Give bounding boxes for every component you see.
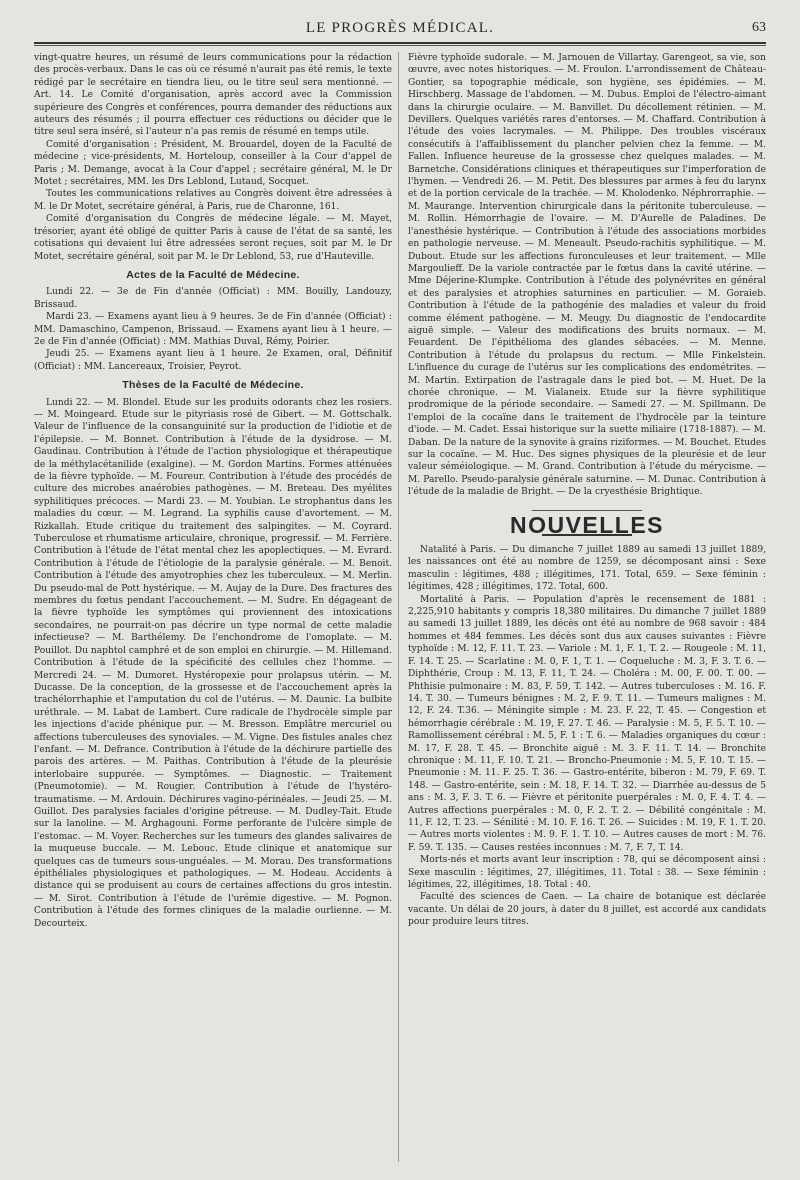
- actes-lundi: Lundi 22. — 3e de Fin d'année (Officiat) : MM. Bouilly, Landouzy, Brissaud.: [34, 287, 392, 310]
- running-head: [0, 20, 800, 40]
- header-rule: [34, 42, 766, 44]
- morts-nes-paragraph: Morts-nés et morts avant leur inscription : 78, qui se décomposent ainsi : Sexe masculin : légitimes, 27, illégitimes, 11. Total : 38. — Sexe féminin : légitimes, 22, illégitimes, 18. Total : 40.: [408, 855, 766, 890]
- theses-list: Lundi 22. — M. Blondel. Etude sur les produits odorants chez les rosiers. — M. Moingeard. Etude sur le pityriasis rosé de Gibert. — M. Gottschalk. Valeur de l'influence de la consanguinité sur la production de l'idiotie et de l'épilepsie. — M. Bonnet. Contribution à l'étude de la dysidrose. — M. Gaudinau. Contribution à l'étude de l'action physiologique et thérapeutique de la méthylacétanilide (exalgine). — M. Gordon Martins. Formes atténuées de la fièvre typhoïde. — M. Foureur. Contribution à l'étude des procédés de culture des microbes anaérobies pathogènes. — M. Breteau. Des myélites syphilitiques précoces. — Mardi 23. — M. Youbian. Le strophantus dans les maladies du cœur. — M. Legrand. La syphilis cause d'avortement. — M. Rizkallah. Etude critique du traitement des salpingites. — M. Coyrard. Tuberculose et rhumatisme articulaire, chronique, progressif. — M. Ferrière. Contribution à l'étude de l'état mental chez les apoplectiques. — M. Evrard. Contribution à l'étude de l'étiologie de la paralysie générale. — M. Benoit. Contribution à l'étude des amyotrophies chez les tuberculeux. — M. Merlin. Du pseudo-mal de Pott hystérique. — M. Aujay de la Dure. Des fractures des membres du fœtus pendant l'accouchement. — M. Sudre. En dégageant de la fièvre typhoïde les symptômes qui proviennent des intoxications secondaires, ne pourrait-on pas décrire un type normal de cette maladie infectieuse? — M. Barthélemy. De l'enchondrome de l'omoplate. — M. Pouillot. Du naphtol camphré et de son emploi en chirurgie. — M. Hillemand. Contribution à l'étude de la spécificité des cellules chez l'homme. — Mercredi 24. — M. Dumoret. Hystéropexie pour prolapsus utérin. — M. Ducasse. De la conception, de la grossesse et de l'accouchement après la trachélorrhaphie et l'amputation du col de l'utérus. — M. Daunic. La bulbite uréthrale. — M. Labat de Lambert. Cure radicale de l'hydrocèle simple par les injections d'acide phénique pur. — M. Bresson. Emplâtre mercuriel ou affections tuberculeuses des synoviales. — M. Vigne. Des fistules anales chez l'enfant. — M. Defrance. Contribution à l'étude de la déchirure partielle des parois des artères. — M. Paithas. Contribution à l'étude de la pleurésie interlobaire suppurée. — Symptômes. — Diagnostic. — Traitement (Pneumotomie). — M. Rougier. Contribution à l'étude de l'hystéro-traumatisme. — M. Ardouin. Déchirures vagino-périnéales. — Jeudi 25. — M. Guillot. Des paralysies faciales d'origine pétreuse. — M. Dudley-Tait. Etude sur la lanoline. — M. Arghagouni. Forme perforante de l'ulcère simple de l'estomac. — M. Voyer. Recherches sur les tumeurs des glandes salivaires de la muqueuse buccale. — M. Lebouc. Etude clinique et anatomique sur quelques cas de tumeurs sous-unguéales. — M. Morau. Des transformations épithéliales physiologiques et pathologiques. — M. Hodeau. Accidents à distance qui se produisent au cours de certaines affections du gros intestin. — M. Sirot. Contribution à l'étude de l'urémie digestive. — M. Pognon. Contribution à l'étude des formes cliniques de la maladie ourlienne. — M. Decourteix.: [34, 397, 392, 929]
- actes-mardi: Mardi 23. — Examens ayant lieu à 9 heures. 3e de Fin d'année (Officiat) : MM. Damaschino, Campenon, Brissaud. — Examens ayant lieu à 1 heure. — 2e de Fin d'année (Officiat) : MM. Mathias Duval, Rémy, Poirier.: [34, 312, 392, 347]
- header-rule-thin: [34, 45, 766, 46]
- natalite-paragraph: Natalité à Paris. — Du dimanche 7 juillet 1889 au samedi 13 juillet 1889, les naissances ont été au nombre de 1259, se décomposant ainsi : Sexe masculin : légitimes, 488 ; illégitimes, 171. Total, 659. — Sexe féminin : légitimes, 428 ; illégitimes, 172. Total, 600.: [408, 545, 766, 593]
- mortalite-paragraph: Mortalité à Paris. — Population d'après le recensement de 1881 : 2,225,910 habitants y compris 18,380 militaires. Du dimanche 7 juillet 1889 au samedi 13 juillet 1889, les décès ont été au nombre de 968 savoir : 484 hommes et 484 femmes. Les décès sont dus aux causes suivantes : Fièvre typhoïde : M. 12, F. 11. T. 23. — Variole : M. 1, F. 1, T. 2. — Rougeole : M. 11, F. 14. T. 25. — Scarlatine : M. 0, F. 1, T. 1. — Coqueluche : M. 3, F. 3. T. 6. — Diphthérie, Croup : M. 13, F. 11, T. 24. — Choléra : M. 00, F. 00. T. 00. — Phthisie pulmonaire : M. 83, F. 59, T. 142. — Autres tuberculoses : M. 16. F. 14. T. 30. — Tumeurs bénignes : M. 2, F. 9. T. 11. — Tumeurs malignes : M. 12, F. 24. T.36. — Méningite simple : M. 23. F. 22, T. 45. — Congestion et hémorrhagie cérébrale : M. 19, F. 27. T. 46. — Paralysie : M. 5, F. 5. T. 10. — Ramollissement cérébral : M. 5, F. 1 : T. 6. — Maladies organiques du cœur : M. 17, F. 28. T. 45. — Bronchite aiguë : M. 3. F. 11. T. 14. — Bronchite chronique : M. 11, F. 10. T. 21. — Broncho-Pneumonie : M. 5, F. 10. T. 15. — Pneumonie : M. 11. F. 25. T. 36. — Gastro-entérite, biberon : M. 79, F. 69. T. 148. — Gastro-entérite, sein : M. 18, F. 14. T. 32. — Diarrhée au-dessus de 5 ans : M. 3, F. 3. T. 6. — Fièvre et péritonite puerpérales : M. 0, F. 4. T. 4. — Autres affections puerpérales : M. 0, F. 2. T. 2. — Débilité congénitale : M. 11, F. 12, T. 23. — Sénilité : M. 10. F. 16. T. 26. — Suicides : M. 19, F. 1. T. 20. — Autres morts violentes : M. 9. F. 1. T. 10. — Autres causes de mort : M. 76. F. 59. T. 135. — Causes restées inconnues : M. 7, F. 7, T. 14.: [408, 594, 766, 853]
- actes-jeudi: Jeudi 25. — Examens ayant lieu à 1 heure. 2e Examen, oral, Définitif (Officiat) : MM. Lancereaux, Troisier, Peyrot.: [34, 349, 392, 372]
- heading-theses-faculte: Thèses de la Faculté de Médecine.: [122, 379, 304, 392]
- congress-rules-paragraph: vingt-quatre heures, un résumé de leurs communications pour la rédaction des procès-verbaux. Dans le cas où ce résumé n'aurait pas été remis, le texte rédigé par le secrétaire en tiendra lieu, ou le titre seul sera mentionné. — Art. 14. Le Comité d'organisation, après accord avec la Commission supérieure des Congrès et conférences, pourra demander des réductions aux auteurs des résumés ; il pourra effectuer ces réductions ou décider que le titre seul sera inséré, si l'auteur n'a pas remis de résumé en temps utile.: [34, 53, 392, 138]
- communications-address-paragraph: Toutes les communications relatives au Congrès doivent être adressées à M. le Dr Motet, secrétaire général, à Paris, rue de Charonne, 161.: [34, 189, 392, 212]
- heading-actes-faculte: Actes de la Faculté de Médecine.: [126, 268, 300, 281]
- organizing-committee-paragraph: Comité d'organisation : Président, M. Brouardel, doyen de la Faculté de médecine ; vice-présidents, M. Horteloup, conseiller à la Cour d'appel de Paris ; M. Demange, avocat à la Cour d'appel ; secrétaire général, M. le Dr Motet ; secrétaires, MM. les Drs Leblond, Lutaud, Socquet.: [34, 139, 392, 188]
- faculte-caen-paragraph: Faculté des sciences de Caen. — La chaire de botanique est déclarée vacante. Un délai de 20 jours, à dater du 8 juillet, est accordé aux candidats pour produire leurs titres.: [408, 892, 766, 928]
- heading-nouvelles: NOUVELLES: [509, 511, 665, 538]
- page-number: 63: [752, 20, 766, 35]
- column-divider: [398, 52, 399, 1162]
- right-column: [408, 52, 766, 1170]
- journal-title: LE PROGRÈS MÉDICAL.: [305, 20, 495, 36]
- treasurer-notice-paragraph: Comité d'organisation du Congrès de médecine légale. — M. Mayet, trésorier, ayant été obligé de quitter Paris à cause de l'état de sa santé, les cotisations qui devaient lui être adressées seront reçues, soit par M. le Dr Motet, secrétaire général, soit par M. le Dr Leblond, 53, rue d'Hauteville.: [34, 214, 392, 262]
- theses-list-continued: Fièvre typhoïde sudorale. — M. Jarnouen de Villartay. Garengeot, sa vie, son œuvre, avec notes historiques. — M. Froulon. L'arrondissement de Château-Gontier, sa topographie médicale, son hygiène, ses épidémies. — M. Hirschberg. Massage de l'abdomen. — M. Dubus. Emploi de l'électro-aimant dans la chirurgie oculaire. — M. Banvillet. Du décollement rétinien. — M. Devillers. Quelques variétés rares d'entorses. — M. Chaffard. Contribution à l'étude des voies lacrymales. — M. Philippe. Des troubles viscéraux consécutifs à l'affaiblissement du plancher pelvien chez la femme. — M. Fallen. Influence heureuse de la grossesse chez quelques malades. — M. Barnetche. Considérations cliniques et thérapeutiques sur l'imperforation de l'hymen. — Vendredi 26. — M. Petit. Des blessures par armes à feu du larynx et de la portion cervicale de la trachée. — M. Kholodenko. Néphrorraphie. — M. Maurange. Intervention chirurgicale dans la péritonite tuberculeuse. — M. Rollin. Hémorrhagie de l'ovaire. — M. D'Aurelle de Paladines. De l'anesthésie hystérique. — Contribution à l'étude des associations morbides en pathologie nerveuse. — M. Meneault. Pseudo-rachitis syphilitique. — M. Dubout. Etude sur les affections furonculeuses et leur traitement. — Mlle Margoulieff. De la variole contractée par le fœtus dans la cavité utérine. — Mme Déjerine-Klumpke. Contribution à l'étude des polynévrites en général et des paralysies et atrophies saturnines en particulier. — M. Goraieb. Contribution à l'étude de la pathogénie des maladies et valeur du froid comme élément pathogène. — M. Meugy. Du diagnostic de l'endocardite aiguë simple. — Valeur des modifications des bruits normaux. — M. Feuardent. De l'épithélioma des glandes sébacées. — M. Menne. Contribution à l'étude du prolapsus du rectum. — Mlle Finkelstein. L'influence du curage de l'utérus sur les complications des endométrites. — M. Martin. Extirpation de l'astragale dans le pied bot. — M. Huet. De la chorée chronique. — M. Vialaneix. Etude sur la fièvre syphilitique prodromique de la période secondaire. — Samedi 27. — M. Spillmann. De l'emploi de la cocaïne dans le traitement de l'hydrocèle par la teinture d'iode. — M. Cadet. Essai historique sur la suette miliaire (1718-1887). — M. Daban. De la nature de la synovite à grains riziformes. — M. Bouchet. Etudes sur la cocaïne. — M. Huc. Des signes physiques de la pleurésie et de leur valeur séméiologique. — M. Grand. Contribution à l'étude du mérycisme. — M. Parello. Pseudo-paralysie générale saturnine. — M. Dunac. Contribution à l'étude de la maladie de Bright. — De la cryesthésie Brightique.: [408, 53, 766, 498]
- section-ornament: [408, 505, 766, 515]
- left-column: [34, 52, 392, 1170]
